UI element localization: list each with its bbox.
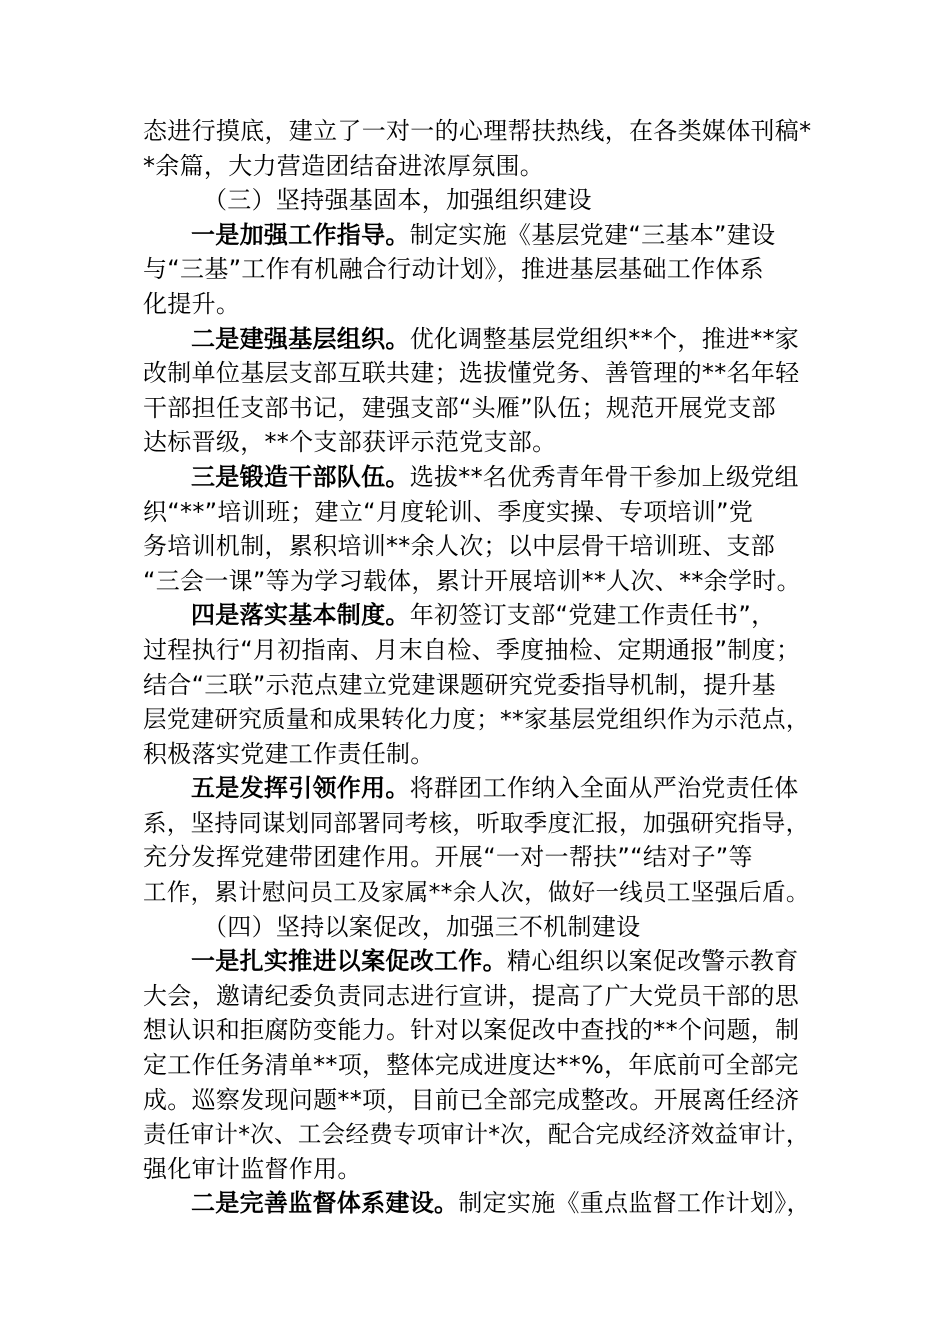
paragraph-line: 化提升。 (143, 289, 241, 318)
point-text: 制定实施《基层党建“三基本”建设 (409, 220, 776, 249)
point-text: 将群团工作纳入全面从严治党责任体 (409, 774, 799, 803)
point-text: 制定实施《重点监督工作计划》， (458, 1189, 811, 1218)
point-title: 五是发挥引领作用。 (191, 774, 410, 803)
paragraph-line: 态进行摸底，建立了一对一的心理帮扶热线，在各类媒体刊稿* (143, 117, 812, 145)
document-body (143, 114, 813, 1221)
point-title: 一是加强工作指导。 (191, 220, 410, 249)
paragraph-line: 强化审计监督作用。 (143, 1154, 362, 1183)
point-title: 四是落实基本制度。 (191, 601, 410, 630)
paragraph-line: 干部担任支部书记，建强支部“头雁”队伍；规范开展党支部 (143, 393, 776, 422)
point-text: 优化调整基层党组织**个，推进**家 (409, 324, 800, 353)
paragraph-line (143, 598, 813, 633)
paragraph-line: 积极落实党建工作责任制。 (143, 739, 435, 768)
point-text: 年初签订支部“党建工作责任书”， (409, 601, 776, 630)
paragraph-line (143, 322, 813, 357)
paragraph-line: 结合“三联”示范点建立党建课题研究党委指导机制，提升基 (143, 670, 776, 699)
paragraph-line: *余篇，大力营造团结奋进浓厚氛围。 (143, 151, 545, 180)
point-text: 精心组织以案促改警示教育 (506, 947, 799, 976)
paragraph-line: 过程执行“月初指南、月末自检、季度抽检、定期通报”制度； (143, 635, 801, 664)
paragraph-line (143, 771, 813, 806)
paragraph-line (143, 944, 813, 979)
point-title: 一是扎实推进以案促改工作。 (191, 947, 507, 976)
paragraph-line: 成。巡察发现问题**项，目前已全部完成整改。开展离任经济 (143, 1085, 800, 1114)
paragraph-line: 织“**”培训班；建立“月度轮训、季度实操、专项培训”党 (143, 497, 754, 526)
paragraph-line (143, 218, 813, 253)
paragraph-line: 想认识和拒腐防变能力。针对以案促改中查找的**个问题，制 (143, 1016, 800, 1045)
paragraph-line: 与“三基”工作有机融合行动计划》，推进基层基础工作体系 (143, 255, 764, 284)
paragraph-line (143, 1186, 813, 1221)
paragraph-line: 责任审计*次、工会经费专项审计*次，配合完成经济效益审计， (143, 1120, 810, 1149)
paragraph-line: 达标晋级，**个支部获评示范党支部。 (143, 428, 557, 457)
point-title: 三是锻造干部队伍。 (191, 462, 410, 491)
paragraph-line (143, 460, 813, 495)
point-text: 选拔**名优秀青年骨干参加上级党组 (409, 462, 799, 491)
point-title: 二是完善监督体系建设。 (191, 1189, 459, 1218)
paragraph-line: 充分发挥党建带团建作用。开展“一对一帮扶”“结对子”等 (143, 843, 753, 872)
paragraph-line: 务培训机制，累积培训**余人次；以中层骨干培训班、支部 (143, 532, 776, 561)
paragraph-line: 定工作任务清单**项，整体完成进度达**%，年底前可全部完 (143, 1051, 799, 1080)
paragraph-line: 系，坚持同谋划同部署同考核，听取季度汇报，加强研究指导， (143, 808, 810, 837)
section-heading: （三）坚持强基固本，加强组织建设 (203, 186, 592, 215)
paragraph-line: 工作，累计慰问员工及家属**余人次，做好一线员工坚强后盾。 (143, 878, 810, 907)
paragraph-line: 层党建研究质量和成果转化力度；**家基层党组织作为示范点， (143, 705, 810, 734)
paragraph-line: “三会一课”等为学习载体，累计开展培训**人次、**余学时。 (143, 566, 801, 595)
paragraph-line: 大会，邀请纪委负责同志进行宣讲，提高了广大党员干部的思 (143, 981, 800, 1010)
point-title: 二是建强基层组织。 (191, 324, 410, 353)
section-heading: （四）坚持以案促改，加强三不机制建设 (203, 912, 641, 941)
paragraph-line: 改制单位基层支部互联共建；选拔懂党务、善管理的**名年轻 (143, 359, 800, 388)
